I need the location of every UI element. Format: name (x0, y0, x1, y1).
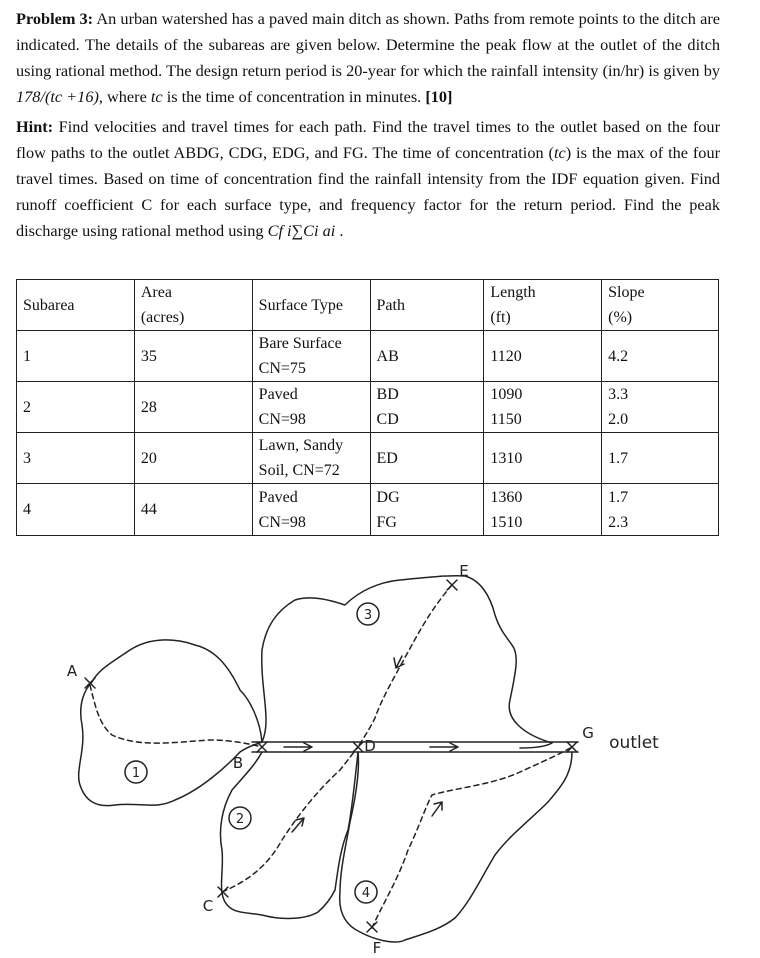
cell-length: 1120 (484, 331, 602, 382)
problem-label: Problem 3: (16, 9, 94, 28)
rational-formula: Cf i∑Ci ai (267, 221, 336, 240)
cell-surface: Bare Surface CN=75 (252, 331, 370, 382)
point-d-label: D (364, 737, 376, 755)
cell-subarea: 1 (17, 331, 135, 382)
header-subarea: Subarea (17, 280, 135, 331)
cell-length: 1360 1510 (484, 484, 602, 536)
cell-surface: Paved CN=98 (252, 484, 370, 536)
point-b-marker (257, 742, 267, 752)
hint-paragraph (16, 114, 720, 244)
point-e-label: E (459, 562, 469, 580)
subarea-2-label: 2 (235, 812, 245, 827)
watershed-sketch (0, 540, 760, 958)
cell-surface: Lawn, Sandy Soil, CN=72 (252, 433, 370, 484)
problem-text-a: An urban watershed has a paved main ditch as shown. Paths from remote points to the ditch are indicated. The details of the subareas are given below. Determine the peak flow at the outlet of the ditch using rational method. The design return period is 20-year for which the rainfall intensity (in/hr) is given by (16, 9, 720, 80)
path-fg (372, 747, 572, 928)
table-row (17, 331, 719, 382)
cell-area: 35 (134, 331, 252, 382)
cell-area: 28 (134, 382, 252, 433)
table-row (17, 484, 719, 536)
cell-slope: 3.3 2.0 (602, 382, 719, 433)
hint-end: . (335, 221, 344, 240)
problem-text-b: , where (98, 87, 151, 106)
cell-length: 1310 (484, 433, 602, 484)
point-f-label: F (372, 939, 382, 957)
point-f-marker (367, 922, 377, 932)
hint-text-b: ) is the max of the four travel times. Based on time of concentration find the rainfall intensity from the IDF equation given. Find runoff coefficient C for each surface type, and frequency factor for the return period. Find the peak discharge using rational method using (16, 143, 721, 240)
cell-length: 1090 1150 (484, 382, 602, 433)
path-ab (90, 685, 262, 747)
cell-path: BD CD (370, 382, 484, 433)
point-a-label: A (66, 662, 78, 680)
subarea-3-boundary (262, 576, 552, 748)
point-g-marker (567, 742, 577, 752)
hint-tc-symbol: tc (553, 143, 566, 162)
cell-path: AB (370, 331, 484, 382)
problem-statement (16, 6, 720, 110)
point-e-marker (447, 580, 457, 590)
idf-formula: 178/(tc +16) (16, 87, 99, 106)
outlet-label: outlet (609, 733, 659, 753)
cell-subarea: 4 (17, 484, 135, 536)
header-path: Path (370, 280, 484, 331)
table-header-row (17, 280, 719, 331)
table-row (17, 382, 719, 433)
cell-surface: Paved CN=98 (252, 382, 370, 433)
problem-text-c: is the time of concentration in minutes. (162, 87, 426, 106)
hint-label: Hint: (16, 117, 54, 136)
subarea-4-label: 4 (361, 886, 371, 901)
header-length: Length (ft) (484, 280, 602, 331)
point-b-label: B (232, 754, 244, 772)
point-c-label: C (202, 897, 214, 915)
tc-symbol: tc (150, 87, 163, 106)
hint-text-a: Find velocities and travel times for each path. Find the travel times to the outlet based on the four flow paths to the outlet ABDG, CDG, EDG, and FG. The time of concentration ( (16, 117, 720, 162)
flow-arrow (292, 818, 304, 832)
header-area: Area (acres) (134, 280, 252, 331)
cell-area: 20 (134, 433, 252, 484)
cell-subarea: 3 (17, 433, 135, 484)
cell-slope: 1.7 (602, 433, 719, 484)
cell-subarea: 2 (17, 382, 135, 433)
subarea-1-label: 1 (131, 766, 141, 781)
header-surface: Surface Type (252, 280, 370, 331)
cell-area: 44 (134, 484, 252, 536)
cell-path: ED (370, 433, 484, 484)
point-g-label: G (582, 724, 594, 742)
flow-arrow (432, 802, 442, 816)
point-d-marker (353, 742, 363, 752)
table-row (17, 433, 719, 484)
subarea-3-label: 3 (363, 608, 373, 623)
cell-path: DG FG (370, 484, 484, 536)
subarea-4-boundary (340, 752, 572, 942)
subarea-table (16, 279, 719, 536)
header-slope: Slope (%) (602, 280, 719, 331)
cell-slope: 4.2 (602, 331, 719, 382)
marks: [10] (425, 87, 453, 106)
subarea-1-boundary (79, 640, 262, 806)
cell-slope: 1.7 2.3 (602, 484, 719, 536)
flow-arrow (430, 743, 458, 751)
subarea-2-boundary (220, 752, 358, 918)
flow-arrow (284, 743, 312, 751)
